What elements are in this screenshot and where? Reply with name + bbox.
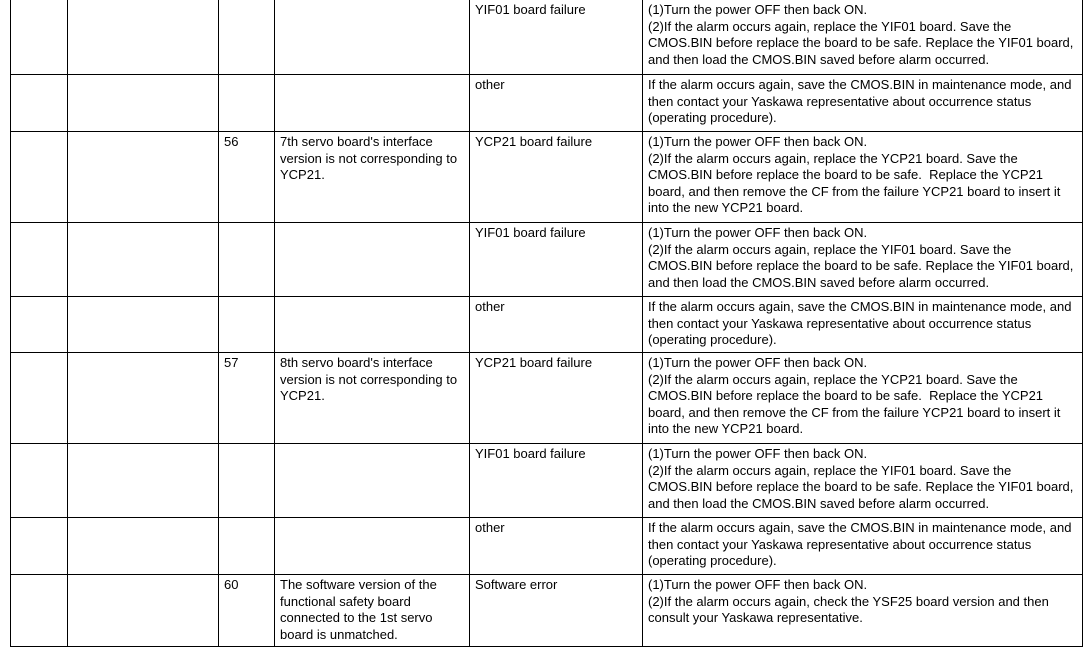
sub-code-cell: [219, 518, 275, 575]
sub-code-cell: [219, 297, 275, 353]
remedy-cell: If the alarm occurs again, save the CMOS.BIN in maintenance mode, and then contact your Yaskawa representative about occurrence status (operating procedure).: [643, 297, 1083, 353]
sub-code-cell: 56: [219, 132, 275, 223]
description-cell: [275, 0, 470, 75]
cause-cell: YIF01 board failure: [470, 444, 643, 518]
alarm-table: [10, 0, 1083, 647]
remedy-cell: (1)Turn the power OFF then back ON. (2)If the alarm occurs again, replace the YIF01 board. Save the CMOS.BIN before replace the board to be safe. Replace the YIF01 board, and then load the CMOS.BIN saved before alarm occurred.: [643, 444, 1083, 518]
table-row: [11, 132, 1083, 223]
sub-code-cell: 57: [219, 353, 275, 444]
description-cell: [275, 297, 470, 353]
table-row: [11, 575, 1083, 647]
description-cell: [275, 444, 470, 518]
description-cell: 7th servo board's interface version is not corresponding to YCP21.: [275, 132, 470, 223]
remedy-cell: If the alarm occurs again, save the CMOS.BIN in maintenance mode, and then contact your Yaskawa representative about occurrence status (operating procedure).: [643, 75, 1083, 132]
blank-cell: [11, 75, 68, 132]
description-cell: The software version of the functional safety board connected to the 1st servo board is unmatched.: [275, 575, 470, 647]
alarm-table-body: [11, 0, 1083, 647]
cause-cell: YCP21 board failure: [470, 132, 643, 223]
remedy-cell: (1)Turn the power OFF then back ON. (2)If the alarm occurs again, replace the YCP21 board. Save the CMOS.BIN before replace the board to be safe. Replace the YCP21 board, and then remove the CF from the failure YCP21 board to insert it into the new YCP21 board.: [643, 132, 1083, 223]
description-cell: [275, 223, 470, 297]
cause-cell: YCP21 board failure: [470, 353, 643, 444]
blank-cell: [68, 132, 219, 223]
remedy-cell: (1)Turn the power OFF then back ON. (2)If the alarm occurs again, check the YSF25 board version and then consult your Yaskawa representative.: [643, 575, 1083, 647]
sub-code-cell: [219, 75, 275, 132]
cause-cell: Software error: [470, 575, 643, 647]
table-row: [11, 444, 1083, 518]
table-row: [11, 353, 1083, 444]
blank-cell: [68, 0, 219, 75]
remedy-cell: (1)Turn the power OFF then back ON. (2)If the alarm occurs again, replace the YCP21 board. Save the CMOS.BIN before replace the board to be safe. Replace the YCP21 board, and then remove the CF from the failure YCP21 board to insert it into the new YCP21 board.: [643, 353, 1083, 444]
table-row: [11, 0, 1083, 75]
table-row: [11, 297, 1083, 353]
cause-cell: other: [470, 518, 643, 575]
blank-cell: [11, 132, 68, 223]
blank-cell: [68, 75, 219, 132]
table-row: [11, 223, 1083, 297]
description-cell: 8th servo board's interface version is not corresponding to YCP21.: [275, 353, 470, 444]
blank-cell: [11, 518, 68, 575]
blank-cell: [11, 353, 68, 444]
blank-cell: [68, 575, 219, 647]
blank-cell: [11, 0, 68, 75]
cause-cell: YIF01 board failure: [470, 223, 643, 297]
blank-cell: [11, 444, 68, 518]
blank-cell: [68, 223, 219, 297]
sub-code-cell: [219, 223, 275, 297]
blank-cell: [11, 297, 68, 353]
remedy-cell: (1)Turn the power OFF then back ON. (2)If the alarm occurs again, replace the YIF01 board. Save the CMOS.BIN before replace the board to be safe. Replace the YIF01 board, and then load the CMOS.BIN saved before alarm occurred.: [643, 0, 1083, 75]
blank-cell: [68, 353, 219, 444]
blank-cell: [68, 297, 219, 353]
table-row: [11, 75, 1083, 132]
cause-cell: other: [470, 75, 643, 132]
blank-cell: [68, 444, 219, 518]
remedy-cell: (1)Turn the power OFF then back ON. (2)If the alarm occurs again, replace the YIF01 board. Save the CMOS.BIN before replace the board to be safe. Replace the YIF01 board, and then load the CMOS.BIN saved before alarm occurred.: [643, 223, 1083, 297]
description-cell: [275, 75, 470, 132]
sub-code-cell: [219, 0, 275, 75]
cause-cell: YIF01 board failure: [470, 0, 643, 75]
blank-cell: [11, 575, 68, 647]
cause-cell: other: [470, 297, 643, 353]
blank-cell: [11, 223, 68, 297]
blank-cell: [68, 518, 219, 575]
table-row: [11, 518, 1083, 575]
sub-code-cell: 60: [219, 575, 275, 647]
description-cell: [275, 518, 470, 575]
remedy-cell: If the alarm occurs again, save the CMOS.BIN in maintenance mode, and then contact your Yaskawa representative about occurrence status (operating procedure).: [643, 518, 1083, 575]
sub-code-cell: [219, 444, 275, 518]
